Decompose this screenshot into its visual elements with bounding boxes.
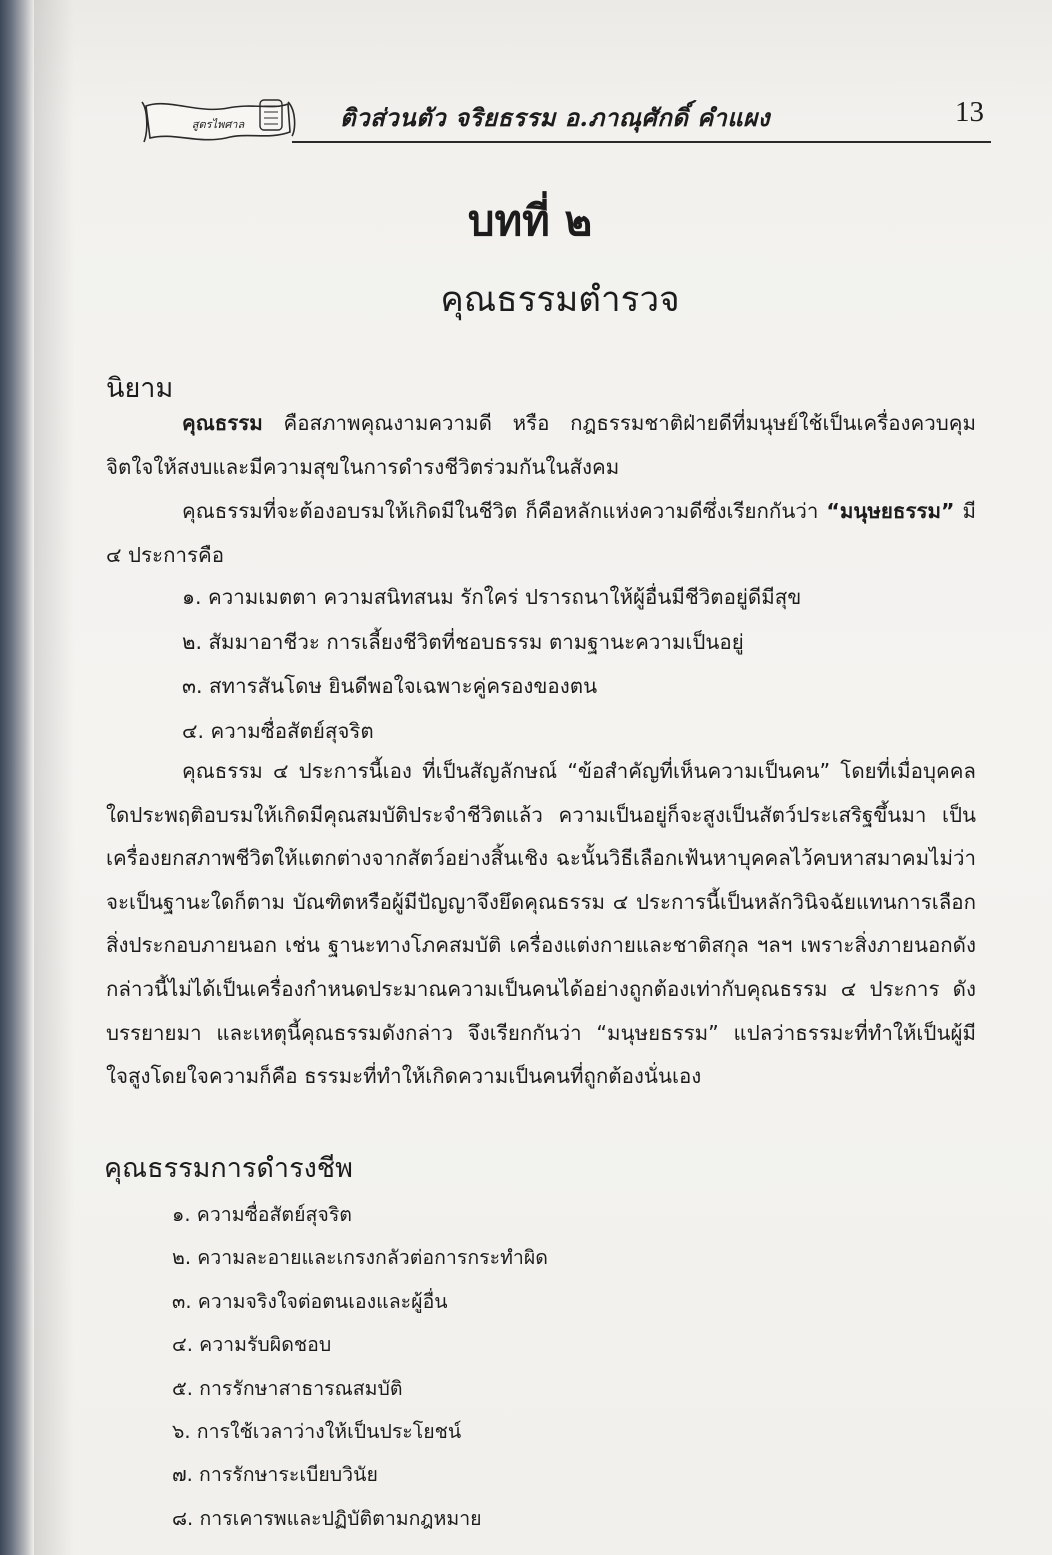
list-item: ๒. สัมมาอาชีวะ การเลี้ยงชีวิตที่ชอบธรรม ตามฐานะความเป็นอยู่ <box>182 629 744 654</box>
definition-heading: นิยาม <box>106 373 174 404</box>
list-item: ๓. สทารสันโดษ ยินดีพอใจเฉพาะคู่ครองของตน <box>182 674 598 698</box>
list-item: ๔. ความรับผิดชอบ <box>172 1333 332 1357</box>
list-item: ๘. การเคารพและปฏิบัติตามกฎหมาย <box>172 1506 482 1530</box>
logo-text: สูตรไพศาล <box>191 118 245 131</box>
page-number: 13 <box>955 96 984 128</box>
explanation-text: คุณธรรม ๔ ประการนี้เอง ที่เป็นสัญลักษณ์ “ข้อสำคัญที่เห็นความเป็นคน” โดยที่เมื่อบุคคลใดประพฤติอบรมให้เกิดมีคุณสมบัติประจำชีวิตแล้ว ความเป็นอยู่ก็จะสูงเป็นสัตว์ประเสริฐขึ้นมา เป็นเครื่องยกสภาพชีวิตให้แตกต่างจากสัตว์อย่างสิ้นเชิง ฉะนั้นวิธีเลือกเฟ้นหาบุคคลไว้คบหาสมาคมไม่ว่าจะเป็นฐานะใดก็ตาม บัณฑิตหรือผู้มีปัญญาจึงยึดคุณธรรม ๔ ประการนี้เป็นหลักวินิจฉัยแทนการเลือกสิ่งประกอบภายนอก เช่น ฐานะทางโภคสมบัติ เครื่องแต่งกายและชาติสกุล ฯลฯ เพราะสิ่งภายนอกดังกล่าวนี้ไม่ได้เป็นเครื่องกำหนดประมาณความเป็นคนได้อย่างถูกต้องเท่ากับคุณธรรม ๔ ประการ ดังบรรยายมา และเหตุนี้คุณธรรมดังกล่าว จึงเรียกกันว่า “มนุษยธรรม” แปลว่าธรรมะที่ทำให้เป็นผู้มีใจสูงโดยใจความก็คือ ธรรมะที่ทำให้เกิดความเป็นคนที่ถูกต้องนั่นเอง <box>106 759 976 1089</box>
living-virtues-list <box>172 1203 548 1550</box>
term-kunnatham: คุณธรรม <box>182 411 263 435</box>
scroll-logo-icon <box>138 92 298 152</box>
living-virtues-heading: คุณธรรมการดำรงชีพ <box>104 1153 353 1184</box>
list-item: ๕. การรักษาสาธารณสมบัติ <box>172 1376 403 1400</box>
list-item: ๒. ความละอายและเกรงกลัวต่อการกระทำผิด <box>172 1246 548 1270</box>
chapter-subtitle: คุณธรรมตำรวจ <box>440 280 680 320</box>
definition-paragraph-1 <box>106 402 976 489</box>
header-title: ติวส่วนตัว จริยธรรม อ.ภาณุศักดิ์ คำแผง <box>340 103 770 132</box>
explanation-paragraph <box>106 750 976 1099</box>
term-manussayatham: “มนุษยธรรม” <box>826 499 955 523</box>
list-item: ๑. ความซื่อสัตย์สุจริต <box>172 1203 352 1226</box>
definition-paragraph-2 <box>106 490 976 577</box>
list-item: ๔. ความซื่อสัตย์สุจริต <box>182 718 374 743</box>
manussayatham-list <box>182 584 801 762</box>
para2-end: มี ๔ ประการคือ <box>106 499 976 567</box>
definition-text: คือสภาพคุณงามความดี หรือ กฎธรรมชาติฝ่ายดีที่มนุษย์ใช้เป็นเครื่องควบคุมจิตใจให้สงบและมีความสุขในการดำรงชีวิตร่วมกันในสังคม <box>106 411 976 479</box>
list-item: ๓. ความจริงใจต่อตนเองและผู้อื่น <box>172 1289 448 1313</box>
list-item: ๑. ความเมตตา ความสนิทสนม รักใคร่ ปรารถนาให้ผู้อื่นมีชีวิตอยู่ดีมีสุข <box>182 585 802 609</box>
para2-start: คุณธรรมที่จะต้องอบรมให้เกิดมีในชีวิต ก็คือหลักแห่งความดีซึ่งเรียกกันว่า <box>182 499 827 523</box>
chapter-title: บทที่ ๒ <box>467 196 593 245</box>
list-item: ๗. การรักษาระเบียบวินัย <box>172 1463 378 1487</box>
list-item: ๖. การใช้เวลาว่างให้เป็นประโยชน์ <box>172 1419 462 1443</box>
header-rule <box>292 141 991 143</box>
